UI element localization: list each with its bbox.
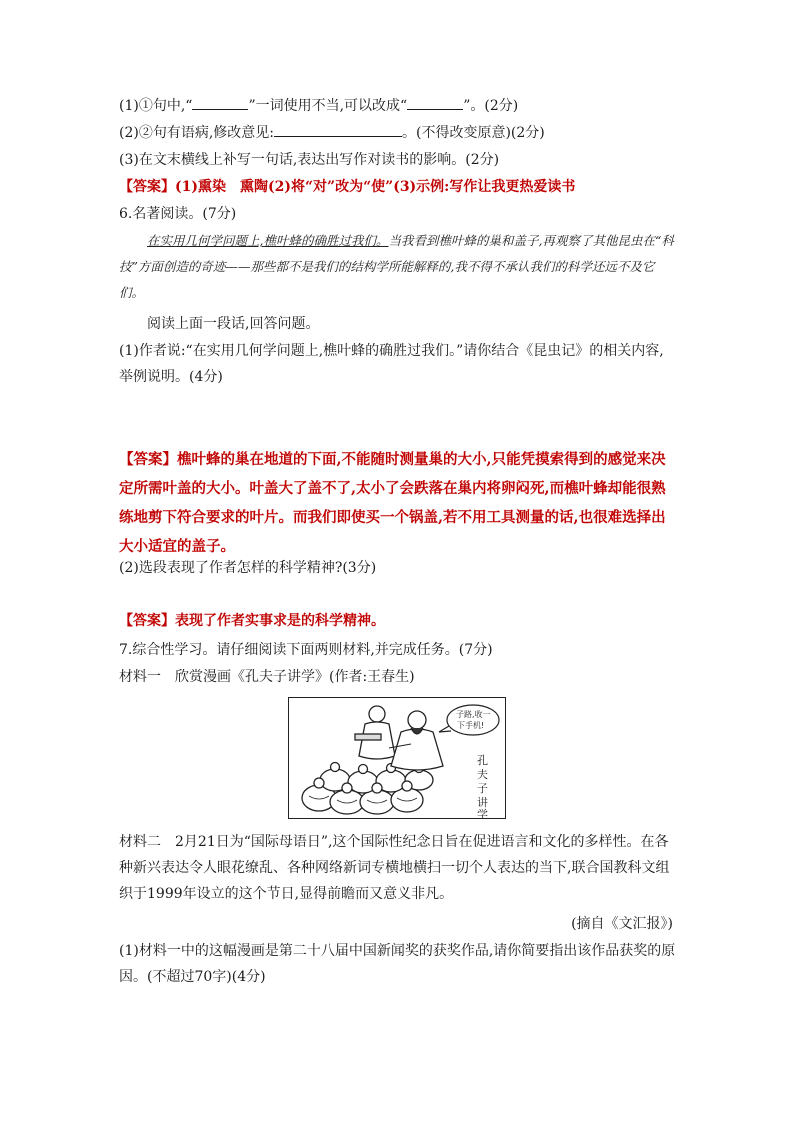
answer-blank[interactable] (407, 95, 463, 110)
quote-underlined: 在实用几何学问题上,樵叶蜂的确胜过我们。 (147, 233, 389, 248)
cartoon-side-text: 孔 (505, 698, 506, 699)
q7-material2: 材料二 2月21日为“国际母语日”,这个国际性纪念日旨在促进语言和文化的多样性。在各种新兴表达令人眼花缭乱、各种网络新词专横地横扫一切个人表达的当下,联合国教科文组织于1999年设立的这个节日,显得前瞻而又意义非凡。 (119, 834, 670, 902)
q6-sub2: (2)选段表现了作者怎样的科学精神?(3分) (119, 560, 377, 576)
q5-sub2 (119, 122, 545, 143)
cartoon-image (288, 697, 506, 819)
quote-rest: 当我看到樵叶蜂的巢和盖子,再观察了其他昆虫在“科技”方面创造的奇迹——那些都不是我们的结构学所能解释的,我不得不承认我们的科学还远不及它们。 (119, 233, 674, 300)
svg-text:讲: 讲 (477, 796, 488, 809)
answer-text: (1)熏染 熏陶(2)将“对”改为“使”(3)示例:写作让我更热爱读书 (175, 179, 576, 195)
q5-sub1-pre: (1)①句中,“ (119, 98, 193, 114)
q6-answer2 (119, 611, 385, 631)
q6-instruction: 阅读上面一段话,回答问题。 (147, 316, 320, 332)
svg-text:子: 子 (477, 782, 488, 795)
cartoon-bubble-text: 子 (505, 698, 506, 699)
q5-sub2-pre: (2)②句有语病,修改意见: (119, 125, 274, 141)
cartoon-drawing (289, 698, 505, 818)
answer-blank[interactable] (192, 95, 248, 110)
q7-title: 7.综合性学习。请仔细阅读下面两则材料,并完成任务。(7分) (119, 642, 493, 658)
answer-tag: 【答案】 (119, 451, 177, 468)
q6-sub1: (1)作者说:“在实用几何学问题上,樵叶蜂的确胜过我们。”请你结合《昆虫记》的相关内容,举例说明。(4分) (119, 343, 664, 385)
answer-blank[interactable] (274, 122, 402, 137)
svg-text:学: 学 (477, 808, 488, 818)
cartoon-vertical-title (477, 753, 488, 818)
answer-tag: 【答案】 (119, 613, 175, 629)
q7-source: (摘自《文汇报》) (571, 916, 673, 932)
q5-sub1 (119, 95, 518, 116)
answer-text: 表现了作者实事求是的科学精神。 (175, 613, 385, 629)
bubble-line-2: 下手机! (457, 721, 485, 730)
q5-sub1-mid: ”一词使用不当,可以改成“ (248, 98, 408, 114)
q5-sub2-post: 。(不得改变原意)(2分) (402, 125, 545, 141)
answer-text: 樵叶蜂的巢在地道的下面,不能随时测量巢的大小,只能凭摸索得到的感觉来决定所需叶盖的大小。叶盖大了盖不了,太小了会跌落在巢内将卵闷死,而樵叶蜂却能很熟练地剪下符合要求的叶片。而我们即使买一个锅盖,若不用工具测量的话,也很难选择出大小适宜的盖子。 (119, 451, 666, 555)
answer-tag: 【答案】 (119, 179, 175, 195)
bubble-line-1: 子路,收一 (456, 710, 491, 719)
q5-sub3: (3)在文末横线上补写一句话,表达出写作对读书的影响。(2分) (119, 152, 500, 168)
q5-sub1-post: ”。(2分) (463, 98, 519, 114)
q6-quote (119, 228, 675, 306)
q6-answer1 (119, 445, 679, 561)
q5-answer (119, 177, 575, 197)
svg-text:孔: 孔 (477, 754, 488, 767)
svg-text:夫: 夫 (477, 768, 488, 781)
q7-sub1: (1)材料一中的这幅漫画是第二十八届中国新闻奖的获奖作品,请你简要指出该作品获奖的原因。(不超过70字)(4分) (119, 943, 676, 985)
q6-title: 6.名著阅读。(7分) (119, 206, 237, 222)
q7-material1: 材料一 欣赏漫画《孔夫子讲学》(作者:王春生) (119, 669, 415, 685)
